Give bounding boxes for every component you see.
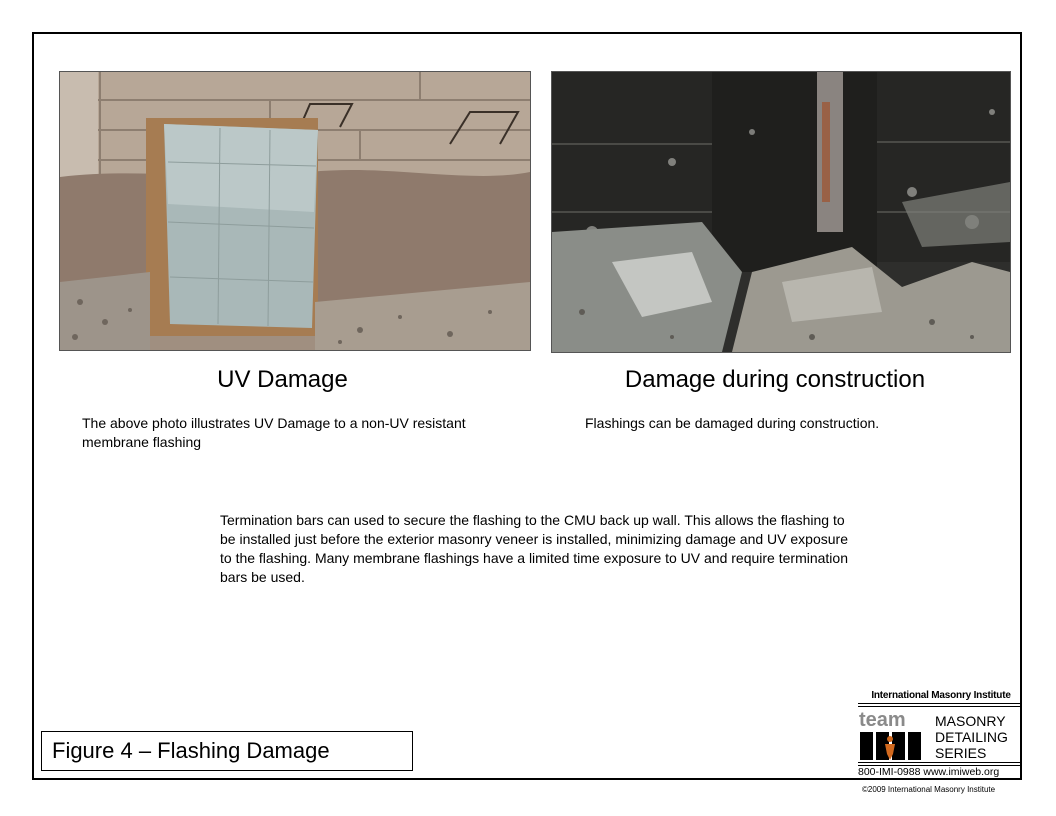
logo-series-line1: MASONRY (935, 713, 1006, 729)
logo-series-line2: DETAILING (935, 729, 1008, 745)
logo-wordmark: team (859, 710, 906, 731)
logo-divider-top-2 (858, 706, 1020, 707)
logo-series-line3: SERIES (935, 745, 987, 761)
construction-damage-photo (551, 71, 1011, 353)
uv-damage-photo (59, 71, 531, 351)
construction-damage-description: Flashings can be damaged during construction. (585, 415, 880, 431)
construction-damage-title: Damage during construction (624, 366, 926, 393)
imi-logo (858, 688, 1024, 798)
uv-damage-description: The above photo illustrates UV Damage to a non-UV resistant membrane flashing (82, 415, 466, 450)
team-imi-icon (859, 710, 925, 760)
figure-label: Figure 4 – Flashing Damage (41, 731, 413, 771)
logo-divider-bottom (858, 762, 1020, 763)
logo-series (935, 713, 1008, 761)
logo-contact: 800-IMI-0988 www.imiweb.org (858, 766, 1000, 778)
logo-divider-top (858, 703, 1020, 704)
logo-copyright: ©2009 International Masonry Institute (862, 785, 996, 794)
termination-bars-text: Termination bars can used to secure the flashing to the CMU back up wall. This allows the flashing to be installed just before the exterior masonry veneer is installed, minimizing damage and UV exposure to the flashing. Many membrane flashings have a limited time exposure to UV and require termination bars be used. (220, 512, 848, 585)
logo-organization: International Masonry Institute (871, 690, 1011, 701)
uv-damage-title: UV Damage (217, 366, 348, 393)
